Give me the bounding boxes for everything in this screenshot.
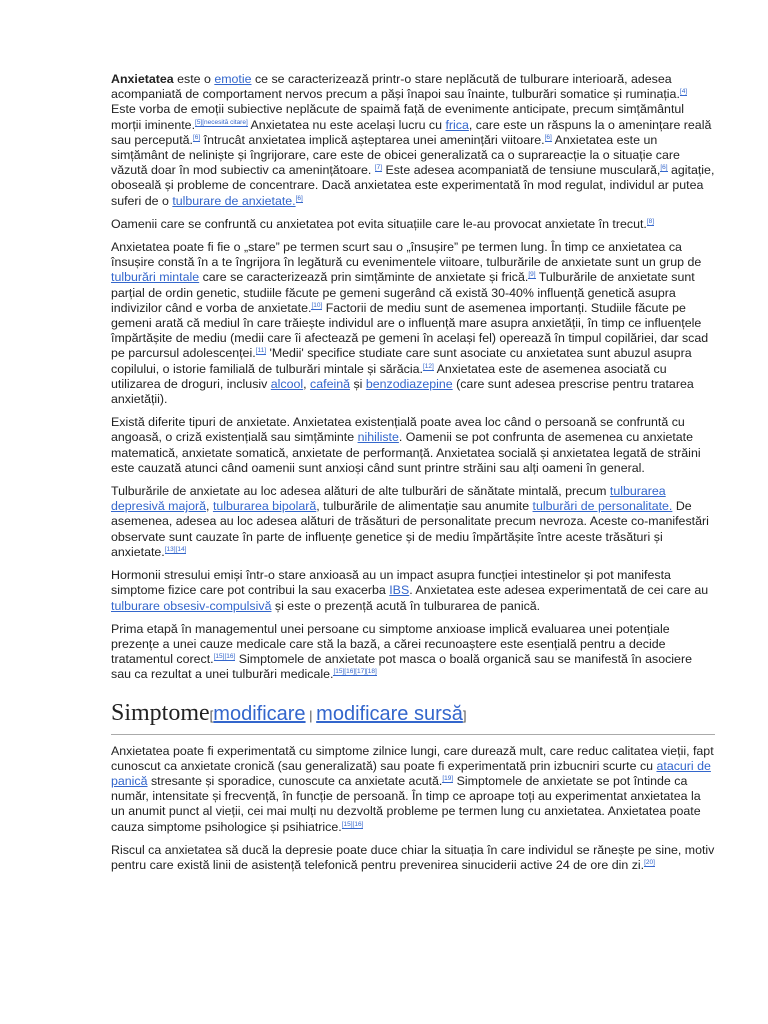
reference xyxy=(296,195,303,203)
reference-link[interactable]: [8] xyxy=(646,217,655,225)
section-heading-simptome xyxy=(111,699,715,735)
text: Simptomele de anxietate pot masca o boală organică sau se manifestă în asociere sau ca rezultat a unei tulburări medicale. xyxy=(111,652,692,682)
text: , xyxy=(206,499,213,514)
reference-link[interactable]: [11] xyxy=(255,347,267,355)
text: . Anxietatea este adesea experimentată de cei care au xyxy=(409,583,709,598)
edit-source-link[interactable]: modificare sursă xyxy=(316,702,463,725)
link-tulburarea-bipolara[interactable]: tulburarea bipolară xyxy=(212,499,317,514)
reference xyxy=(442,775,453,783)
reference-link[interactable]: [15][16] xyxy=(341,820,364,828)
bracket: [ xyxy=(209,707,214,723)
section-title: Simptome xyxy=(111,699,210,726)
paragraph-hormones xyxy=(111,568,715,614)
text: Anxietatea este un simțământ de neliniște și îngrijorare, care este de obicei generalizată ca o suprareacție la o situație care văzută doar în mod subiectiv ca amenințătoare. xyxy=(111,132,680,178)
paragraph-types xyxy=(111,415,715,476)
citation-needed-link[interactable]: [necesită citare] xyxy=(202,118,248,126)
text: este o xyxy=(173,72,215,86)
text: întrucât anxietatea implică așteptarea unei amenințări viitoare. xyxy=(200,132,545,147)
link-tulburari-mintale[interactable]: tulburări mintale xyxy=(111,270,200,285)
text: . Oamenii se pot confrunta de asemenea cu anxietate matematică, anxietate somatică, anxietate de performanță. Anxietatea socială și anxietatea legată de străini este cauzată atunci când oamenii sunt anxioși când sunt printre străini sau alți oameni în general. xyxy=(111,430,701,475)
text: Tulburările de anxietate au loc adesea alături de alte tulburări de sănătate mintală, precum xyxy=(111,484,610,499)
text: Anxietatea nu este același lucru cu xyxy=(247,117,446,132)
reference-link[interactable]: [6] xyxy=(295,194,303,202)
link-frica[interactable]: frica xyxy=(445,117,469,132)
reference-link[interactable]: [6] xyxy=(192,133,201,141)
reference xyxy=(545,134,552,142)
reference xyxy=(680,88,687,96)
text: Anxietatea este de asemenea asociată cu utilizarea de droguri, inclusiv xyxy=(111,361,667,391)
paragraph-symptoms xyxy=(111,744,715,835)
reference-link[interactable]: [15][16] xyxy=(213,653,236,661)
text: De asemenea, adesea au loc adesea alături de trăsături de personalitate precum nevroza. Aceste co-manifestări observate sunt cauzate în parte de influențe genetice și de mediu împărtășite între aceste trăsături și anxietate. xyxy=(111,499,709,559)
text: Există diferite tipuri de anxietate. Anxietatea existențială poate avea loc când o persoană se confruntă cu angoasă, o criză existențială sau simțăminte xyxy=(111,415,685,445)
reference-link[interactable]: [7] xyxy=(374,164,383,172)
link-atacuri-de-panica[interactable]: atacuri de panică xyxy=(111,758,711,788)
text: Prima etapă în managementul unei persoane cu simptome anxioase implică evaluarea unei potențiale prezențe a unei cauze medicale care stă la bază, a cărei recunoaștere este esențială pentru a decide tratamentul corect. xyxy=(111,621,670,667)
paragraph-depression-risk xyxy=(111,843,715,873)
text: agitație, oboseală și probleme de concentrare. Dacă anxietatea este experimentată în mod regulat, individul ar putea suferi de o xyxy=(111,163,715,208)
reference xyxy=(214,653,236,661)
reference xyxy=(342,821,364,829)
reference-link[interactable]: [10] xyxy=(311,301,323,309)
reference xyxy=(333,668,376,676)
text: stresante și sporadice, cunoscute ca anxietate acută. xyxy=(147,773,443,788)
text: Simptomele de anxietate se pot întinde ca număr, intensitate și frecvență, în funcție de persoană. În timp ce aproape toți au experimentat anxietatea la un anumit punct al vieții, cei mai mulți nu dezvoltă probleme pe termen lung cu anxietatea. Anxietatea poate cauza simptome psihologice și psihiatrice. xyxy=(111,773,701,834)
link-cafeina[interactable]: cafeină xyxy=(310,376,351,391)
text: Anxietatea poate fi experimentată cu simptome zilnice lungi, care durează mult, care reduc calitatea vieții, fapt cunoscut ca anxietate cronică (sau generalizată) sau poate fi experimentată prin izbucniri scurte cu xyxy=(111,743,714,773)
text: și xyxy=(350,376,366,391)
link-tulburarea-depresiva-majora[interactable]: tulburarea depresivă majoră xyxy=(111,484,666,514)
paragraph-state-trait xyxy=(111,240,715,407)
reference-link[interactable]: [13][14] xyxy=(164,545,187,553)
paragraph-avoidance xyxy=(111,217,715,232)
text: Factorii de mediu sunt de asemenea importanți. Studiile făcute pe gemeni arată că mediul în care trăiește individul are o influență mare asupra anxietății, în timp ce influențele împărtășite de mediu (medii care îi afectează pe gemeni în același fel) operează în timpul copilăriei, dar scad pe parcursul adolescenței. xyxy=(111,300,709,361)
text: , care este un răspuns la o amenințare reală sau percepută. xyxy=(111,117,712,147)
reference xyxy=(256,347,266,355)
text: Este adesea acompaniată de tensiune musculară, xyxy=(382,163,661,178)
text: , tulburările de alimentație sau anumite xyxy=(316,499,533,514)
reference-link[interactable]: [19] xyxy=(442,774,454,782)
article-subject: Anxietatea xyxy=(111,72,174,86)
link-ibs[interactable]: IBS xyxy=(389,583,410,598)
reference-link[interactable]: [5] xyxy=(195,118,203,126)
reference xyxy=(423,363,434,371)
link-nihiliste[interactable]: nihiliste xyxy=(357,430,399,445)
reference xyxy=(647,218,654,226)
text: Riscul ca anxietatea să ducă la depresie poate duce chiar la situația în care individul se rănește pe sine, motiv pentru care există linii de asistență telefonică pentru prevenirea sinuciderii active 24 de ore din zi. xyxy=(111,842,715,872)
text: Anxietatea poate fi fie o „stare” pe termen scurt sau o „însușire” pe termen lung. În timp ce anxietatea ca însușire constă în a te îngrijora în legătură cu evenimentele viitoare, tulburările de anxietate sunt un grup de xyxy=(111,240,702,270)
paragraph-intro xyxy=(111,72,715,209)
reference xyxy=(165,546,187,554)
reference xyxy=(195,119,248,127)
reference xyxy=(660,164,667,172)
link-tulburare-de-anxietate[interactable]: tulburare de anxietate. xyxy=(172,193,296,208)
reference xyxy=(644,859,655,867)
link-benzodiazepine[interactable]: benzodiazepine xyxy=(365,376,453,391)
edit-section-links xyxy=(209,702,467,725)
reference xyxy=(311,302,322,310)
bracket: ] xyxy=(462,707,467,723)
text: ce se caracterizează printr-o stare neplăcută de tulburare interioară, adesea acompaniată de comportament nervos precum a păși înapoi sau înainte, tulburări somatice și ruminația. xyxy=(111,72,680,102)
paragraph-comorbidity xyxy=(111,484,715,560)
text: Hormonii stresului emiși într-o stare anxioasă au un impact asupra funcției intestinelor și pot manifesta simptome fizice care pot contribui la sau exacerba xyxy=(111,568,671,598)
link-alcool[interactable]: alcool xyxy=(270,376,304,391)
reference-link[interactable]: [6] xyxy=(660,164,668,172)
text: 'Medii' specifice studiate care sunt asociate cu anxietatea sunt abuzul asupra copilului, o istorie familială de tulburări mintale și sărăcia. xyxy=(111,346,692,376)
reference xyxy=(375,164,382,172)
reference-link[interactable]: [12] xyxy=(422,362,434,370)
reference-link[interactable]: [20] xyxy=(644,858,655,866)
link-tulburari-de-personalitate[interactable]: tulburări de personalitate. xyxy=(532,499,673,514)
reference-link[interactable]: [4] xyxy=(679,88,688,96)
text: Este vorba de emoții subiective neplăcute de spaimă față de evenimente anticipate, precum simțământul morții iminente. xyxy=(111,102,685,132)
reference-link[interactable]: [9] xyxy=(528,271,536,279)
reference-link[interactable]: [6] xyxy=(544,133,552,141)
reference xyxy=(528,271,535,279)
article-body xyxy=(111,72,715,881)
separator: | xyxy=(305,707,317,723)
text: și este o prezență acută în tulburarea de panică. xyxy=(271,598,541,613)
link-tulburare-obsesiv-compulsiva[interactable]: tulburare obsesiv-compulsivă xyxy=(111,598,272,613)
text: , xyxy=(303,376,311,391)
paragraph-management xyxy=(111,622,715,683)
reference-link[interactable]: [15][16][17][18] xyxy=(333,668,377,676)
link-emotie[interactable]: emotie xyxy=(214,72,252,86)
text: Oamenii care se confruntă cu anxietatea pot evita situațiile care le-au provocat anxietate în trecut. xyxy=(111,216,647,231)
text: care se caracterizează prin simțăminte de anxietate și frică. xyxy=(199,270,529,285)
text: (care sunt adesea prescrise pentru tratarea anxietății). xyxy=(111,376,694,407)
text: Tulburările de anxietate sunt parțial de ordin genetic, studiile făcute pe gemeni sugerând că există 30-40% influență genetică asupra indivizilor când e vorba de anxietate. xyxy=(111,270,695,315)
edit-section-link[interactable]: modificare xyxy=(213,702,306,725)
